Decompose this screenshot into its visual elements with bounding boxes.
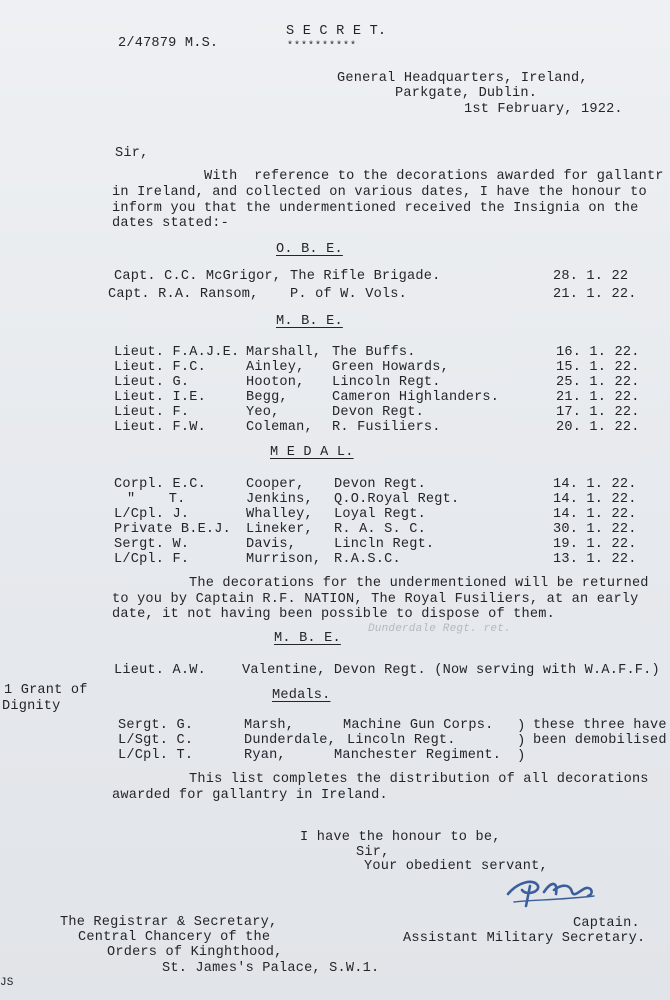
medal-rank-3: L/Cpl. J.	[114, 507, 190, 522]
medals2-unit-1: Machine Gun Corps.	[343, 718, 494, 733]
medal-name-3: Whalley,	[246, 507, 313, 522]
reference-number: 2/47879 M.S.	[118, 36, 219, 51]
bracket-top: )	[517, 718, 526, 734]
medal-date-1: 14. 1. 22.	[553, 477, 637, 492]
pencil-annotation: Dunderdale Regt. ret.	[368, 623, 511, 635]
mbe-date-4: 21. 1. 22.	[556, 390, 640, 405]
obe-rank-2: Capt. R.A. Ransom,	[108, 287, 259, 302]
valediction-line-1: I have the honour to be,	[300, 830, 501, 845]
mbe-rank-4: Lieut. I.E.	[114, 390, 206, 405]
medal-rank-2: " T.	[127, 492, 186, 507]
intro-line-1: With reference to the decorations awarded for gallantr	[204, 169, 664, 184]
medal-unit-1: Devon Regt.	[334, 477, 426, 492]
addressee-line-4: St. James's Palace, S.W.1.	[162, 961, 380, 976]
medal-rank-6: L/Cpl. F.	[114, 552, 190, 567]
medal-unit-3: Loyal Regt.	[334, 507, 426, 522]
addressee-line-3: Orders of Kinghthood,	[107, 945, 283, 960]
medals2-unit-3: Manchester Regiment.	[334, 748, 502, 763]
medal-date-3: 14. 1. 22.	[553, 507, 637, 522]
medals2-heading: Medals.	[272, 688, 331, 703]
obe-unit-1: The Rifle Brigade.	[290, 269, 441, 284]
mbe2-heading: M. B. E.	[274, 631, 341, 646]
returned-line-2: to you by Captain R.F. NATION, The Royal Fusiliers, at an early	[112, 592, 639, 607]
medal-name-6: Murrison,	[246, 552, 322, 567]
medals2-rank-1: Sergt. G.	[118, 718, 194, 733]
obe-rank-1: Capt. C.C. McGrigor,	[114, 269, 282, 284]
mbe-unit-2: Green Howards,	[332, 360, 450, 375]
mbe-rank-1: Lieut. F.A.J.E.	[114, 345, 240, 360]
medal-date-4: 30. 1. 22.	[553, 522, 637, 537]
mbe-name-2: Ainley,	[246, 360, 305, 375]
signature-role: Assistant Military Secretary.	[403, 931, 646, 946]
medals2-name-3: Ryan,	[244, 748, 286, 763]
margin-note-1: 1 Grant of	[4, 683, 88, 698]
mbe-rank-2: Lieut. F.C.	[114, 360, 206, 375]
obe-date-2: 21. 1. 22.	[553, 287, 637, 302]
valediction-line-3: Your obedient servant,	[364, 859, 548, 874]
medal-name-2: Jenkins,	[246, 492, 313, 507]
mbe-unit-4: Cameron Highlanders.	[332, 390, 500, 405]
address-line-1: General Headquarters, Ireland,	[337, 71, 588, 86]
margin-note-2: Dignity	[2, 699, 61, 714]
classification-underline: **********	[287, 41, 358, 52]
medal-unit-4: R. A. S. C.	[334, 522, 426, 537]
medal-date-5: 19. 1. 22.	[553, 537, 637, 552]
medal-rank-1: Corpl. E.C.	[114, 477, 206, 492]
mbe-date-5: 17. 1. 22.	[556, 405, 640, 420]
returned-line-1: The decorations for the undermentioned will be returned	[189, 576, 649, 591]
mbe-date-1: 16. 1. 22.	[556, 345, 640, 360]
medal-name-4: Lineker,	[246, 522, 313, 537]
signature-scrawl	[500, 872, 600, 914]
mbe-unit-5: Devon Regt.	[332, 405, 424, 420]
signature-title: Captain.	[573, 916, 640, 931]
medal-name-5: Davis,	[246, 537, 297, 552]
closing-line-2: awarded for gallantry in Ireland.	[112, 788, 388, 803]
mbe-name-4: Begg,	[246, 390, 288, 405]
footer-initials: JS	[0, 977, 14, 989]
medal-name-1: Cooper,	[246, 477, 305, 492]
medal-unit-6: R.A.S.C.	[334, 552, 401, 567]
mbe2-details: Valentine, Devon Regt. (Now serving with W.A.F.F.)	[242, 663, 660, 678]
addressee-line-1: The Registrar & Secretary,	[60, 915, 278, 930]
mbe-rank-5: Lieut. F.	[114, 405, 190, 420]
medal-date-2: 14. 1. 22.	[553, 492, 637, 507]
demobilised-note-2: been demobilised	[533, 733, 667, 748]
mbe-heading: M. B. E.	[276, 314, 343, 329]
medals2-name-2: Dunderdale,	[244, 733, 336, 748]
date-line: 1st February, 1922.	[464, 102, 623, 117]
closing-line-1: This list completes the distribution of all decorations	[189, 772, 649, 787]
mbe-date-6: 20. 1. 22.	[556, 420, 640, 435]
medals2-name-1: Marsh,	[244, 718, 295, 733]
intro-line-2: in Ireland, and collected on various dates, I have the honour to	[112, 185, 647, 200]
mbe-unit-1: The Buffs.	[332, 345, 416, 360]
obe-heading: O. B. E.	[276, 242, 343, 257]
medals2-unit-2: Lincoln Regt.	[347, 733, 456, 748]
mbe-rank-6: Lieut. F.W.	[114, 420, 206, 435]
medals2-rank-3: L/Cpl. T.	[118, 748, 194, 763]
obe-date-1: 28. 1. 22	[553, 269, 629, 284]
medal-heading: M E D A L.	[270, 445, 354, 460]
intro-line-4: dates stated:-	[112, 216, 230, 231]
mbe-name-5: Yeo,	[246, 405, 280, 420]
intro-line-3: inform you that the undermentioned received the Insignia on the	[112, 201, 639, 216]
mbe-name-3: Hooton,	[246, 375, 305, 390]
valediction-line-2: Sir,	[356, 845, 390, 860]
addressee-line-2: Central Chancery of the	[78, 930, 271, 945]
mbe-rank-3: Lieut. G.	[114, 375, 190, 390]
bracket-middle: )	[517, 733, 526, 749]
medals2-rank-2: L/Sgt. C.	[118, 733, 194, 748]
medal-date-6: 13. 1. 22.	[553, 552, 637, 567]
obe-unit-2: P. of W. Vols.	[290, 287, 408, 302]
mbe-unit-3: Lincoln Regt.	[332, 375, 441, 390]
demobilised-note-1: these three have	[533, 718, 667, 733]
mbe-name-1: Marshall,	[246, 345, 322, 360]
bracket-bottom: )	[517, 748, 526, 764]
medal-unit-2: Q.O.Royal Regt.	[334, 492, 460, 507]
medal-rank-4: Private B.E.J.	[114, 522, 232, 537]
returned-line-3: date, it not having been possible to dispose of them.	[112, 607, 555, 622]
mbe2-rank: Lieut. A.W.	[114, 663, 206, 678]
medal-rank-5: Sergt. W.	[114, 537, 190, 552]
address-line-2: Parkgate, Dublin.	[395, 86, 538, 101]
salutation: Sir,	[115, 146, 149, 161]
mbe-name-6: Coleman,	[246, 420, 313, 435]
mbe-unit-6: R. Fusiliers.	[332, 420, 441, 435]
mbe-date-3: 25. 1. 22.	[556, 375, 640, 390]
mbe-date-2: 15. 1. 22.	[556, 360, 640, 375]
classification-heading: S E C R E T.	[286, 24, 387, 39]
medal-unit-5: Lincln Regt.	[334, 537, 435, 552]
